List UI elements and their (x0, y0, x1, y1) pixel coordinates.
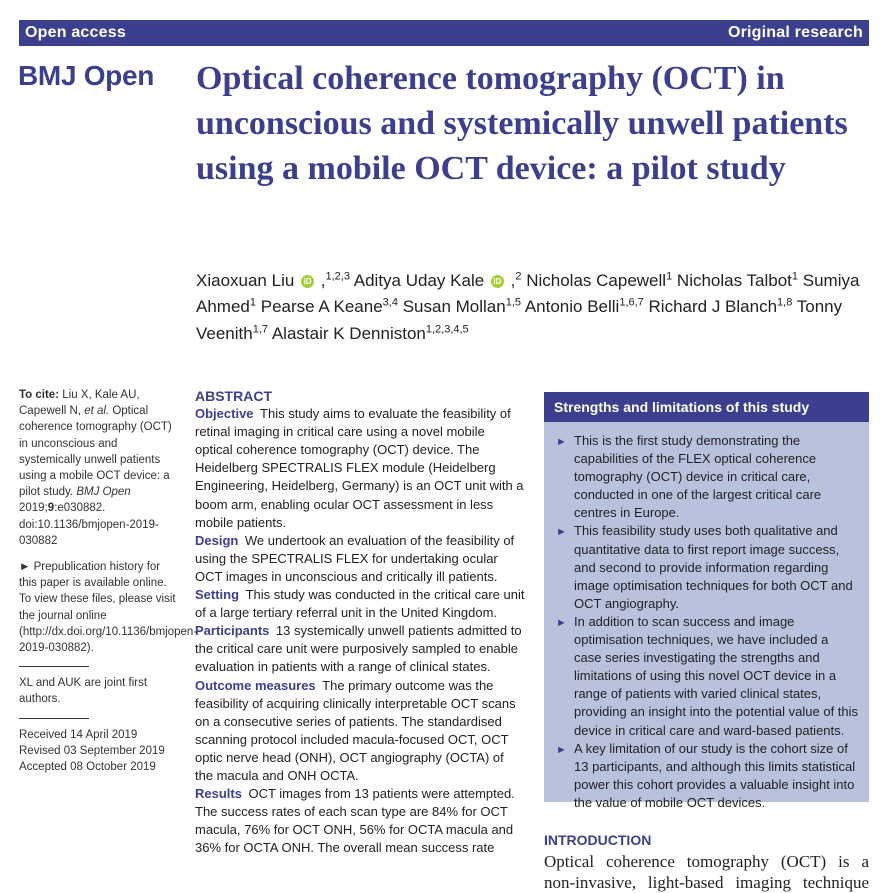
strengths-limitations-box (544, 392, 869, 810)
author-name[interactable]: Tonny Veenith (196, 297, 843, 343)
strengths-list (544, 422, 869, 812)
intro-line: non-invasive, light-based imaging technique (544, 873, 869, 892)
abstract-section-text: This study aims to evaluate the feasibility of retinal imaging in critical care using a novel mobile optical coherence tomography (OCT) device. The Heidelberg SPECTRALIS FLEX module (Heidelberg Engineering, Heidelberg, Germany) is an OCT unit with a boom arm, enabling ocular OCT assessment in less mobile patients. (195, 406, 524, 530)
author-name[interactable]: Sumiya Ahmed (196, 270, 860, 317)
cite-text-3: 2019; (19, 502, 48, 515)
received-date: Received 14 April 2019 (19, 728, 138, 741)
author (526, 271, 672, 290)
author-name[interactable]: Aditya Uday Kale (353, 270, 485, 290)
abstract-sections (195, 405, 525, 857)
abstract-heading: ABSTRACT (195, 388, 272, 404)
affiliation-number: 3,4 (382, 296, 398, 309)
top-banner (19, 20, 869, 46)
cite-block (19, 387, 179, 549)
affiliation-number: 2 (515, 270, 522, 282)
cite-text-1: Liu X, Kale AU, Capewell N, (19, 389, 140, 418)
author-name[interactable]: Nicholas Capewell (526, 270, 667, 290)
abstract-section (195, 677, 525, 786)
affiliation-number: 1,2,3 (325, 270, 350, 282)
strength-item (556, 522, 859, 612)
author (677, 271, 798, 290)
author-name[interactable]: Xiaoxuan Liu (196, 270, 295, 290)
author (649, 297, 793, 316)
triangle-bullet-icon: ► (556, 743, 567, 756)
cite-etal: et al. (84, 405, 110, 418)
affiliation-number: 1 (666, 270, 673, 282)
affiliation-number: 1,6,7 (619, 296, 644, 309)
strength-text: In addition to scan success and image optimisation techniques, we have included a case series investigating the strengths and limitations of using this novel OCT device in a range of patients with varied clinical states, providing an insight into the potential value of this device in critical care and ward-based patients. (574, 613, 859, 738)
citation-sidebar (19, 387, 198, 775)
abstract-section-label: Objective (195, 406, 254, 422)
strength-item (556, 432, 859, 522)
affiliation-number: 1,2,3,4,5 (425, 323, 469, 336)
box-heading: Strengths and limitations of this study (544, 392, 869, 422)
introduction-text (544, 851, 869, 893)
strength-text: This feasibility study uses both qualitative and quantitative data to first report image success, and second to provide information regarding image optimisation techniques for both OCT and OCT angiography. (574, 523, 853, 611)
author-name[interactable]: Susan Mollan (402, 297, 506, 317)
abstract-section-text: 13 systemically unwell patients admitted to the critical care unit were purposively sampled to enable evaluation in patients with a range of clinical states. (195, 623, 522, 675)
triangle-bullet-icon: ► (556, 436, 567, 448)
article-title: Optical coherence tomography (OCT) in unconscious and systemically unwell patients using a mobile OCT device: a pilot study (196, 60, 848, 187)
abstract-section (195, 785, 525, 857)
author-list (196, 265, 876, 345)
abstract-section-label: Setting (195, 587, 240, 603)
cite-label: To cite: (19, 389, 60, 401)
author-name[interactable]: Nicholas Talbot (676, 270, 792, 290)
author-name[interactable]: Pearse A Keane (260, 297, 383, 317)
intro-line: Optical coherence tomography (OCT) is a (544, 852, 869, 871)
abstract-section-text: OCT images from 13 patients were attempted. The success rates of each scan type are 84% for OCT macula, 76% for OCT ONH, 56% for OCTA macula and 36% for OCTA ONH. The overall mean success rate (195, 786, 515, 856)
author (272, 324, 469, 343)
triangle-bullet-icon: ► (556, 526, 567, 539)
strength-text: This is the first study demonstrating the capabilities of the FLEX optical coherence tomography (OCT) device in critical care, conducted in one of the largest critical care centres in Europe. (574, 433, 822, 521)
open-access-label: Open access (25, 24, 126, 41)
author: Xiaoxuan Liu iD ,$^{1,2,3}$ (196, 270, 350, 290)
abstract-section-text: This study was conducted in the critical care unit of a large tertiary referral unit in the United Kingdom. (195, 587, 525, 621)
affiliation-number: 1,5 (505, 296, 522, 309)
cite-text-2: Optical coherence tomography (OCT) in unconscious and systemically unwell patients using a mobile OCT device: a pilot study. (19, 405, 172, 499)
triangle-bullet-icon: ► (556, 616, 567, 629)
abstract (195, 387, 525, 857)
abstract-section-label: Participants (195, 623, 270, 639)
author (261, 297, 398, 316)
abstract-section-label: Outcome measures (195, 677, 316, 693)
article-type-label: Original research (727, 24, 863, 41)
cite-doi[interactable]: :e030882. doi:10.1136/bmjopen-2019-030882 (19, 502, 159, 547)
introduction-heading: INTRODUCTION (544, 832, 652, 848)
divider (19, 666, 89, 667)
cite-volume: 9 (47, 502, 55, 515)
affiliation-number: 1 (791, 270, 799, 282)
strength-item (556, 613, 859, 740)
cite-journal: BMJ Open (76, 486, 131, 499)
divider (19, 718, 89, 719)
affiliation-number: 1,8 (777, 296, 793, 309)
author (403, 297, 521, 316)
abstract-section-label: Design (195, 532, 239, 548)
abstract-section (195, 622, 525, 676)
author-name[interactable]: Richard J Blanch (648, 297, 778, 317)
abstract-section (195, 405, 525, 532)
abstract-section-text: We undertook an evaluation of the feasibility of using the SPECTRALIS FLEX for undertaking ocular OCT images in unconscious and critically ill patients. (195, 532, 515, 584)
journal-logo: BMJ Open (18, 60, 155, 91)
abstract-section-text: The primary outcome was the feasibility of acquiring clinically interpretable OCT scans on a consecutive series of patients. The standardised scanning protocol included macula-focused OCT, OCT optic nerve head (ONH), OCT angiography (OCTA) of the macula and ONH OCTA. (195, 677, 516, 783)
abstract-section (195, 532, 525, 586)
orcid-icon[interactable]: iD (491, 275, 504, 288)
orcid-icon[interactable]: iD (301, 275, 314, 288)
author (525, 297, 644, 316)
joint-author-note: XL and AUK are joint first authors. (19, 677, 148, 706)
strength-item (556, 740, 859, 812)
strength-text: A key limitation of our study is the cohort size of 13 participants, and although this limits statistical power this cohort provides a valuable insight into the value of mobile OCT devices. (574, 740, 856, 810)
affiliation-number: 1 (249, 296, 256, 309)
accepted-date: Accepted 08 October 2019 (19, 761, 156, 774)
abstract-section (195, 586, 525, 622)
author-name[interactable]: Alastair K Denniston (271, 323, 426, 343)
author-name[interactable]: Antonio Belli (524, 297, 620, 317)
affiliation-number: 1,7 (252, 323, 269, 336)
author: Aditya Uday Kale iD ,$^2$ (353, 270, 522, 290)
revised-date: Revised 03 September 2019 (19, 744, 165, 757)
prepub-note[interactable]: ► Prepublication history for this paper is available online. To view these files, please visit the journal online (http://dx.doi.org/10.1136/bmjopen-2019-030882). (19, 561, 198, 655)
abstract-section-label: Results (195, 786, 242, 802)
